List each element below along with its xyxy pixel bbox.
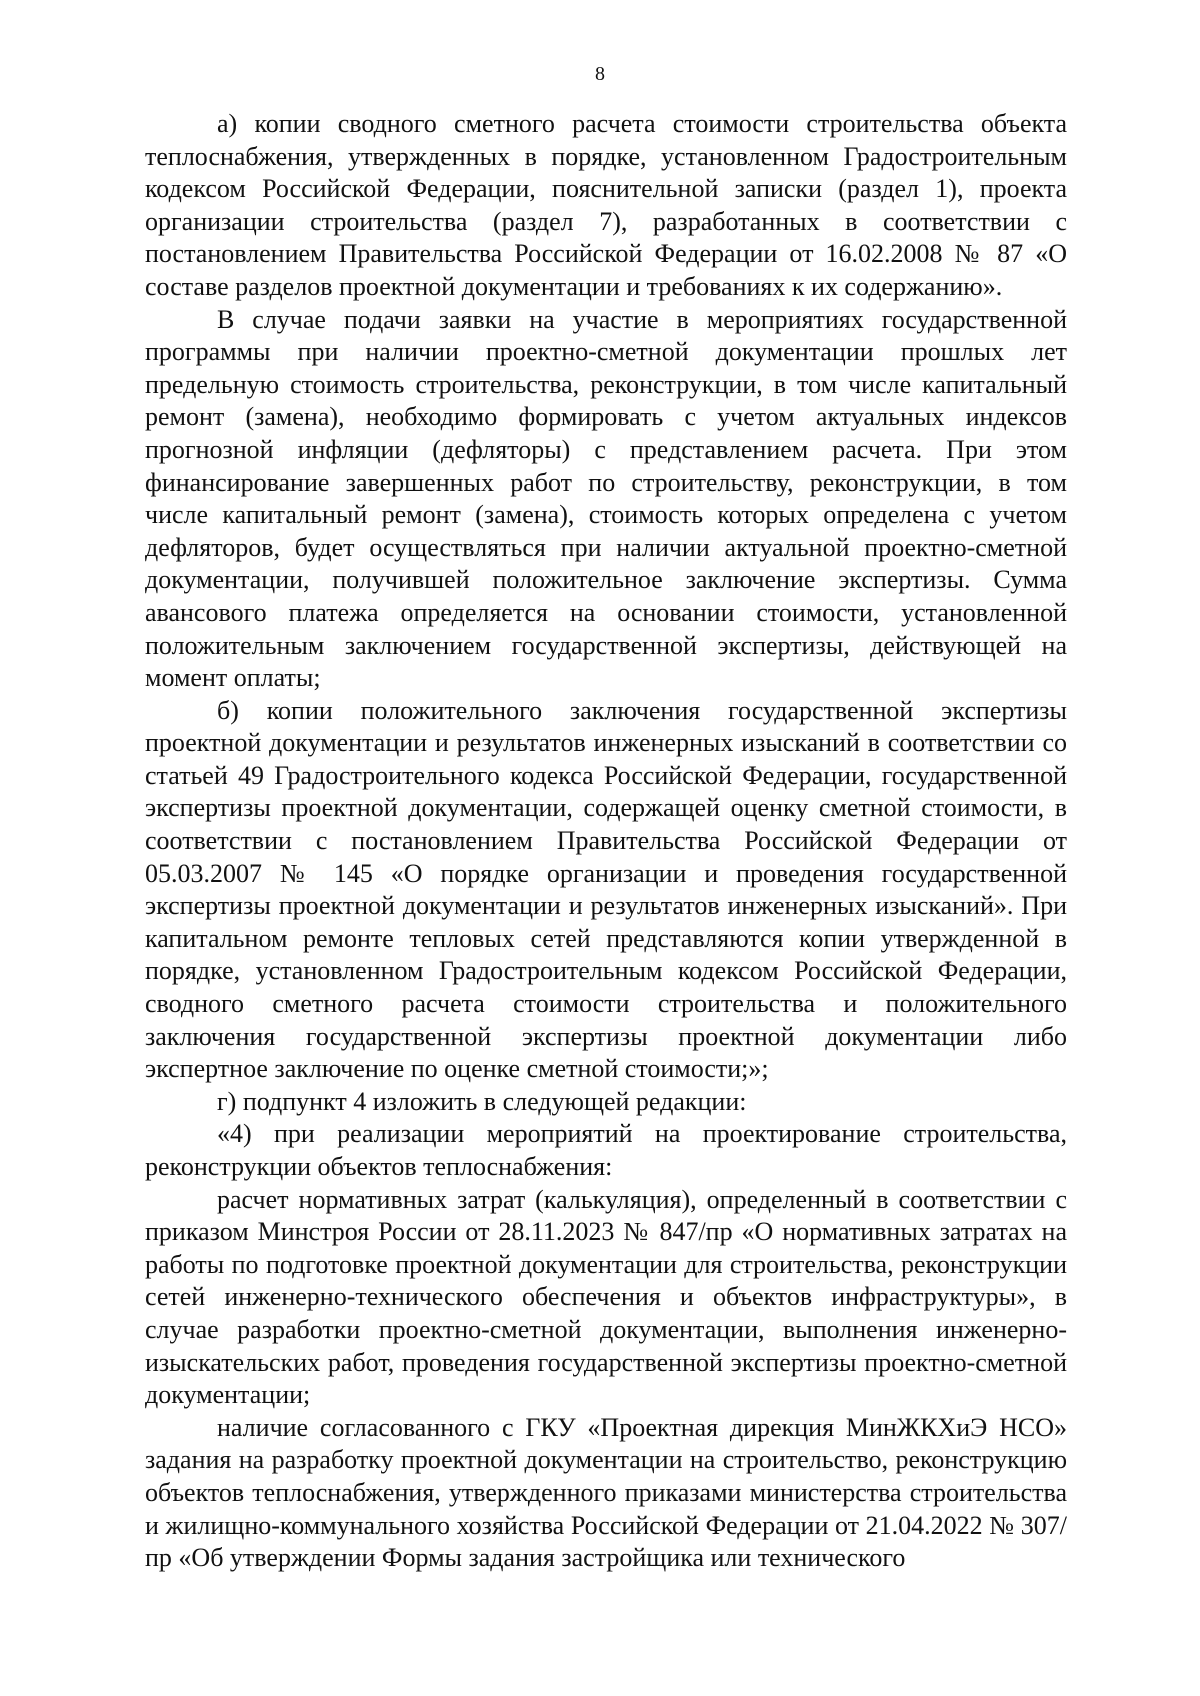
paragraph-item-b: б) копии положительного заключения государственной экспертизы проектной документации и результатов инженерных изысканий в соответствии со статьей 49 Градостроительного кодекса Российской Федерации, государственной экспертизы проектной документации, содержащей оценку сметной стоимости, в соответствии с постановлением Правительства Российской Федерации от 05.03.2007 № 145 «О порядке организации и проведения государственной экспертизы проектной документации и результатов инженерных изысканий». При капитальном ремонте тепловых сетей представляются копии утвержденной в порядке, установленном Градостроительным кодексом Российской Федерации, сводного сметного расчета стоимости строительства и положительного заключения государственной экспертизы проектной документации либо экспертное заключение по оценке сметной стоимости;»;: [145, 695, 1067, 1084]
paragraph-advance-payment: В случае подачи заявки на участие в мероприятиях государственной программы при наличии проектно-сметной документации прошлых лет предельную стоимость строительства, реконструкции, в том числе капитальный ремонт (замена), необходимо формировать с учетом актуальных индексов прогнозной инфляции (дефляторы) с представлением расчета. При этом финансирование завершенных работ по строительству, реконструкции, в том числе капитальный ремонт (замена), стоимость которых определена с учетом дефляторов, будет осуществляться при наличии актуальной проектно-сметной документации, получившей положительное заключение экспертизы. Сумма авансового платежа определяется на основании стоимости, установленной положительным заключением государственной экспертизы, действующей на момент оплаты;: [145, 304, 1067, 693]
paragraph-cost-calculation: расчет нормативных затрат (калькуляция), определенный в соответствии с приказом Минстроя России от 28.11.2023 № 847/пр «О нормативных затратах на работы по подготовке проектной документации для строительства, реконструкции сетей инженерно-технического обеспечения и объектов инфраструктуры», в случае разработки проектно-сметной документации, выполнения инженерно-изыскательских работ, проведения государственной экспертизы проектно-сметной документации;: [145, 1184, 1067, 1410]
paragraph-subitem-4: «4) при реализации мероприятий на проектирование строительства, реконструкции объектов теплоснабжения:: [145, 1119, 1067, 1181]
paragraph-item-a: а) копии сводного сметного расчета стоимости строительства объекта теплоснабжения, утвержденных в порядке, установленном Градостроительным кодексом Российской Федерации, пояснительной записки (раздел 1), проекта организации строительства (раздел 7), разработанных в соответствии с постановлением Правительства Российской Федерации от 16.02.2008 № 87 «О составе разделов проектной документации и требованиях к их содержанию».: [145, 109, 1067, 301]
paragraph-design-assignment: наличие согласованного с ГКУ «Проектная дирекция МинЖКХиЭ НСО» задания на разработку проектной документации на строительство, реконструкцию объектов теплоснабжения, утвержденного приказами министерства строительства и жилищно-коммунального хозяйства Российской Федерации от 21.04.2022 № 307/пр «Об утверждении Формы задания застройщика или технического: [145, 1412, 1067, 1573]
paragraph-item-g: г) подпункт 4 изложить в следующей редакции:: [217, 1086, 747, 1116]
document-body: [145, 108, 1067, 1575]
page-number: 8: [595, 63, 605, 85]
